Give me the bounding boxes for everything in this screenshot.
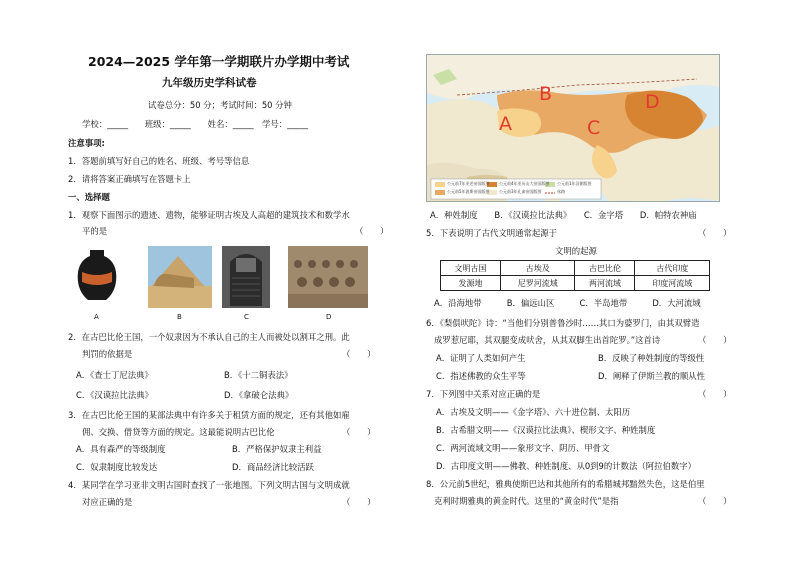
note-item: 1．答题前填写好自己的姓名、班级、考号等信息 [68, 156, 250, 166]
q6-answer-paren: （ ） [698, 335, 732, 345]
q3-option-a: A．具有森严的等级制度 [76, 444, 166, 454]
q7-option-c: C．两河流域文明——象形文字、阴历、甲骨文 [436, 443, 610, 453]
q8-stem: 8．公元前5世纪，雅典使斯巴达和其他所有的希腊城邦黯然失色，这是伯里 [426, 479, 705, 489]
stele-image [222, 246, 270, 308]
q6-stem-2: 成罗惹尼耶，其双腿变成吠舍，从其双脚生出首陀罗。”这首诗 [434, 335, 661, 345]
q2-option-d: D．《拿破仑法典》 [224, 390, 294, 400]
table-header-cell: 古代印度 [635, 261, 710, 276]
table-header-cell: 古埃及 [500, 261, 575, 276]
map-marker-a: A [499, 113, 512, 135]
notes-heading: 注意事项: [68, 138, 105, 148]
q2-stem-2: 判罚的依据是 [82, 349, 133, 359]
q5-stem: 5．下表说明了古代文明通常起源于 [426, 228, 557, 238]
q4-answer-paren: （ ） [342, 497, 376, 507]
legend-item: 公元前5年波斯帝国版图 [447, 189, 490, 194]
q6-option-d: D．阐释了伊斯兰教的顺从性 [598, 371, 705, 381]
q3-option-b: B．严格保护奴隶主利益 [232, 444, 322, 454]
ancient-empires-map [426, 54, 720, 202]
q1-stem-2: 平的是 [82, 226, 108, 236]
civilization-origin-table [440, 260, 710, 291]
q1-answer-paren: （ ） [355, 226, 389, 236]
q1-stem: 1．观察下面图示的遗迹、遗物，能够证明古埃及人高超的建筑技术和数学水 [68, 210, 350, 220]
exam-meta: 试卷总分：50 分；考试时间：50 分钟 [148, 100, 292, 110]
note-item: 2．请将答案正确填写在答题卡上 [68, 174, 191, 184]
q2-option-a: A．《查士丁尼法典》 [76, 370, 153, 380]
q2-answer-paren: （ ） [342, 349, 376, 359]
q3-stem: 3．在古巴比伦王国的某部法典中有许多关于租赁方面的规定，还有其他如雇 [68, 410, 350, 420]
exam-title: 2024—2025 学年第一学期联片办学期中考试 [88, 54, 350, 69]
table-header-cell: 古巴比伦 [575, 261, 635, 276]
q8-stem-2: 克利时期雅典的黄金时代。这里的“黄金时代”是指 [434, 496, 619, 506]
table-cell: 尼罗河流域 [500, 276, 575, 291]
table-title: 文明的起源 [555, 246, 597, 256]
map-marker-c: C [587, 117, 601, 139]
table-cell: 印度河流域 [635, 276, 710, 291]
legend-item: 丝路 [557, 189, 565, 194]
map-marker-b: B [539, 83, 553, 105]
q7-stem: 7．下列图中关系对应正确的是 [426, 389, 541, 399]
legend-item: 公元前1年汉朝版图 [557, 181, 592, 186]
q2-option-c: C．《汉谟拉比法典》 [76, 390, 154, 400]
table-cell: 发源地 [441, 276, 501, 291]
q7-option-d: D．古印度文明——佛教、种姓制度、从0到9的计数法（阿拉伯数字） [436, 461, 696, 471]
student-fields: 学校：_____ 班级：_____ 姓名：_____ 学号：_____ [82, 119, 309, 129]
q6-option-b: B．反映了种姓制度的等级性 [598, 353, 705, 363]
image-label-b: B [177, 313, 182, 321]
q6-option-a: A．证明了人类如何产生 [436, 353, 526, 363]
q3-option-d: D．商品经济比较活跃 [232, 462, 314, 472]
q3-option-c: C．奴隶制度比较发达 [76, 462, 158, 472]
amphora-image [72, 246, 122, 308]
q7-answer-paren: （ ） [698, 389, 732, 399]
q4-options: A．种姓制度 B．《汉谟拉比法典》 C．金字塔 D．帕特农神庙 [430, 210, 697, 220]
legend-item: 公元前3年孔雀帝国版图 [499, 189, 542, 194]
sphinx-image [148, 246, 212, 308]
q7-option-b: B．古希腊文明——《汉谟拉比法典》、楔形文字、种姓制度 [436, 425, 656, 435]
section-heading: 一、选择题 [68, 192, 110, 202]
q4-stem-2: 对应正确的是 [82, 497, 133, 507]
q8-answer-paren: （ ） [698, 496, 732, 506]
image-label-a: A [94, 313, 99, 321]
q5-options: A．沿海地带 B．偏远山区 C．半岛地带 D．大河流域 [434, 298, 701, 308]
q3-stem-2: 佣、交换、借贷等方面的规定。这最能说明古巴比伦 [82, 427, 275, 437]
legend-item: 公元前7年亚述帝国版图 [447, 181, 490, 186]
q2-stem: 2．在古巴比伦王国，一个奴隶因为不承认自己的主人而被处以割耳之刑。此 [68, 332, 350, 342]
map-marker-d: D [645, 91, 660, 113]
q3-answer-paren: （ ） [342, 427, 376, 437]
q4-stem: 4．某同学在学习亚非文明古国时查找了一张地图。下列文明古国与文明成就 [68, 480, 350, 490]
table-cell: 两河流域 [575, 276, 635, 291]
image-label-c: C [244, 313, 249, 321]
q6-option-c: C．指述佛教的众生平等 [436, 371, 526, 381]
q5-answer-paren: （ ） [698, 228, 732, 238]
terracotta-warriors-image [288, 246, 368, 308]
table-header-cell: 文明古国 [441, 261, 501, 276]
image-label-d: D [326, 313, 332, 321]
q2-option-b: B．《十二铜表法》 [224, 370, 293, 380]
q7-option-a: A．古埃及文明——《金字塔》、六十进位制、太阳历 [436, 407, 631, 417]
exam-subtitle: 九年级历史学科试卷 [162, 77, 257, 89]
q6-stem: 6．《梨俱吠陀》诗：“当他们分别普鲁沙时……其口为婆罗门，由其双臂造 [426, 318, 700, 328]
legend-item: 公元前4年亚历山大帝国版图 [499, 181, 550, 186]
